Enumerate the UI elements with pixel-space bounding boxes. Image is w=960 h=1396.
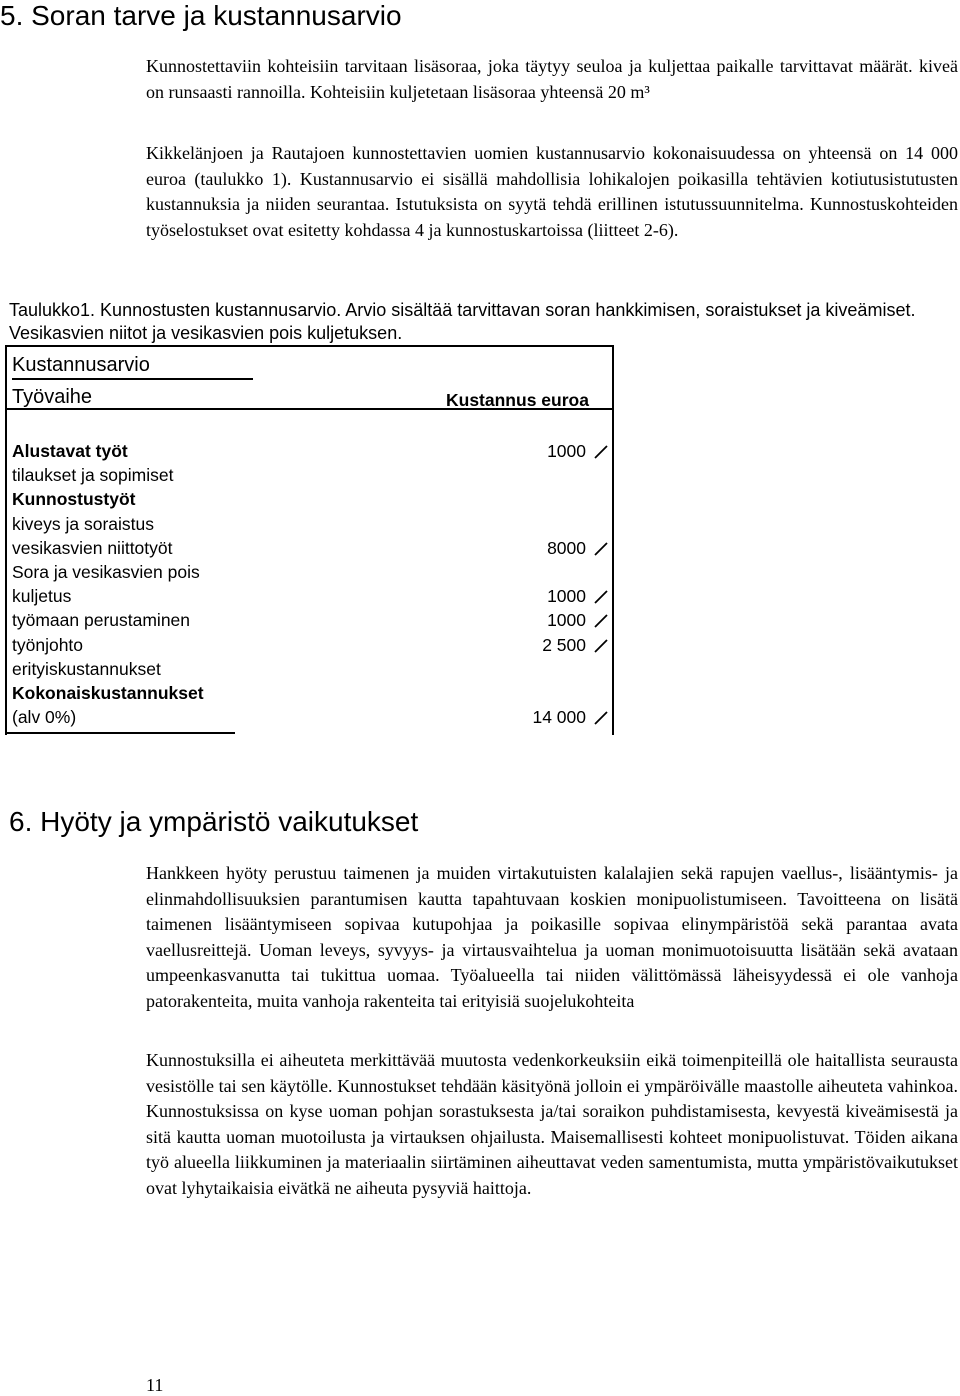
euro-symbol-icon	[594, 636, 608, 650]
table-title: Kustannusarvio	[12, 354, 150, 376]
amount-value: 14 000	[532, 707, 586, 728]
euro-symbol-icon	[594, 539, 608, 553]
table-row-label: kiveys ja soraistus	[12, 513, 154, 534]
table-row-label: tilaukset ja sopimiset	[12, 465, 174, 486]
page-number: 11	[146, 1375, 164, 1395]
table-row-amount	[547, 609, 608, 631]
amount-value: 2 500	[542, 634, 586, 655]
euro-symbol-icon	[594, 587, 608, 601]
cost-table	[0, 345, 960, 745]
section-6-title: 6. Hyöty ja ympäristö vaikutukset	[9, 806, 419, 837]
table-row-amount	[542, 634, 608, 656]
table-row-label: Kunnostustyöt	[12, 489, 136, 510]
table-row-label: Kokonaiskustannukset	[12, 683, 204, 703]
euro-symbol-icon	[594, 442, 608, 456]
euro-symbol-icon	[594, 611, 608, 625]
column-header-phase: Työvaihe	[12, 386, 93, 408]
table-row-label: työmaan perustaminen	[12, 610, 191, 631]
table-row-label: Alustavat työt	[12, 441, 128, 461]
section-6-paragraph-1: Hankkeen hyöty perustuu taimenen ja muiden virtakutuisten kalalajien sekä rapujen vaellus-, lisääntymis- ja elinmahdollisuuksien parantumisen kautta tapahtuvaan koskien monipuolistumiseen. Tavoitteena on lisätä taimenen lisääntymiseen sopivaa kutupohjaa ja poikasille sopivaa elinympäristöä sekä parantaa avata vaellusreittejä. Uoman leveys, syvyys- ja virtausvaihtelua ja uoman monimuotoisuutta lisätään sekä avataan umpeenkasvanutta tai tukittua uomaa. Työalueella tai niiden välittömässä läheisyydessä ei ole vanhoja patorakenteita, muita vanhoja rakenteita tai erityisiä suojelukohteita	[146, 863, 958, 1011]
section-5-title: 5. Soran tarve ja kustannusarvio	[0, 0, 402, 31]
section-6-paragraph-2: Kunnostuksilla ei aiheuteta merkittävää muutosta vedenkorkeuksiin eikä toimenpiteillä ole haitallista seurausta vesistölle tai sen käytölle. Kunnostukset tehdään käsityönä jolloin ei ympäröivälle maastolle aiheuteta vahinkoa. Kunnostuksissa on kyse uoman pohjan sorastuksesta ja/tai soraikon puhdistamisesta, kevyestä kiveämisestä ja sitä kautta uoman muotoilusta ja virtauksen ohjailusta. Maisemallisesti kohteet monipuolistuvat. Töiden aikana työ alueella liikkuminen ja materiaalin siirtäminen aiheuttavat veden samentumista, mutta ympäristövaikutukset ovat lyhytaikaisia eivätkä ne aiheuta pysyviä haittoja.	[146, 1050, 958, 1198]
table-row-amount	[532, 706, 608, 728]
table-caption: Taulukko1. Kunnostusten kustannusarvio. Arvio sisältää tarvittavan soran hankkimisen, soraistukset ja kiveämiset. Vesikasvien niitot ja vesikasvien pois kuljetuksen.	[9, 300, 916, 343]
table-row-label: kuljetus	[12, 586, 72, 607]
table-row-label: erityiskustannukset	[12, 658, 161, 679]
table-row-label: työnjohto	[12, 634, 84, 655]
table-row-label: Sora ja vesikasvien pois	[12, 562, 200, 582]
table-row-amount	[547, 440, 608, 462]
table-row-label: (alv 0%)	[12, 707, 77, 728]
table-row-amount	[547, 537, 608, 559]
amount-value: 1000	[547, 586, 586, 607]
table-right-border	[612, 345, 614, 735]
amount-value: 1000	[547, 610, 586, 631]
amount-value: 8000	[547, 537, 586, 558]
table-body	[0, 345, 612, 745]
section-5-paragraph-1: Kunnostettaviin kohteisiin tarvitaan lisäsoraa, joka täytyy seuloa ja kuljettaa paikalle tarvittavat määrät. kiveä on runsaasti rannoilla. Kohteisiin kuljetetaan lisäsoraa yhteensä 20 m³	[146, 56, 958, 102]
section-5-paragraph-2: Kikkelänjoen ja Rautajoen kunnostettavien uomien kustannusarvio kokonaisuudessa on yhteensä on 14 000 euroa (taulukko 1). Kustannusarvio ei sisällä mahdollisia lohikalojen poikasilla tehtävien kotiutusistutusten kustannuksia ja niiden seurantaa. Istutuksista on syytä tehdä erillinen istutussuunnitelma. Kunnostuskohteiden työselostukset ovat esitetty kohdassa 4 ja kunnostuskartoissa (liitteet 2-6).	[146, 143, 958, 240]
table-row-label: vesikasvien niittotyöt	[12, 537, 173, 558]
euro-symbol-icon	[594, 708, 608, 722]
column-header-cost: Kustannus euroa	[446, 390, 589, 410]
amount-value: 1000	[547, 441, 586, 461]
table-row-amount	[547, 585, 608, 607]
